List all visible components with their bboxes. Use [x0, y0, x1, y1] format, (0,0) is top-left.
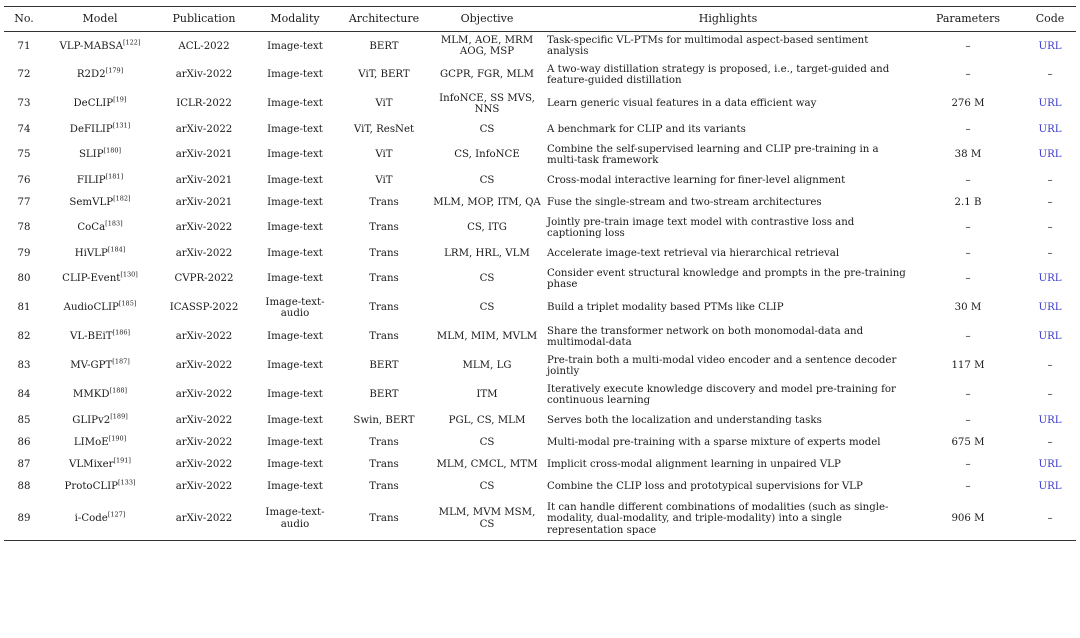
cell-objective: MLM, CMCL, MTM	[436, 458, 538, 470]
cell-modality: Image-text	[267, 480, 323, 492]
table-row	[4, 432, 1076, 454]
cell-publication: arXiv-2022	[175, 360, 233, 372]
table-row	[4, 192, 1076, 214]
citation-ref: [191]	[113, 456, 131, 465]
cell-modality: Image-text	[267, 414, 323, 426]
cell-no: 88	[17, 480, 31, 492]
citation-ref: [189]	[110, 412, 128, 421]
citation-ref: [127]	[107, 510, 126, 519]
cell-publication: arXiv-2022	[175, 69, 233, 81]
cell-architecture: Trans	[338, 498, 430, 541]
code-url-link[interactable]: URL	[1038, 302, 1062, 314]
cell-modality: Image-text-audio	[252, 498, 338, 541]
cell-publication: arXiv-2022	[175, 389, 233, 401]
cell-parameters: 675 M	[951, 436, 985, 448]
citation-ref: [131]	[112, 121, 131, 130]
cell-highlights: Pre-train both a multi-modal video encoder and a sentence decoder jointly	[547, 354, 897, 377]
model-name: ProtoCLIP	[64, 480, 119, 492]
model-name: R2D2	[76, 69, 106, 81]
cell-modality: Image-text	[267, 247, 323, 259]
cell-parameters: –	[965, 331, 971, 343]
model-name: DeCLIP	[73, 98, 114, 110]
cell-architecture: ViT, BERT	[358, 69, 410, 81]
cell-no: 76	[17, 174, 31, 186]
cell-model	[44, 32, 156, 61]
citation-ref: [188]	[109, 386, 128, 395]
cell-highlights: Consider event structural knowledge and prompts in the pre-training phase	[547, 267, 906, 290]
cell-publication: arXiv-2022	[175, 458, 233, 470]
cell-publication: arXiv-2022	[175, 247, 233, 259]
cell-parameters: –	[965, 414, 971, 426]
cell-highlights: Multi-modal pre-training with a sparse mixture of experts model	[547, 436, 881, 448]
cell-modality: Image-text	[267, 436, 323, 448]
cell-highlights: Serves both the localization and understanding tasks	[547, 414, 822, 426]
cell-highlights: Build a triplet modality based PTMs like CLIP	[547, 302, 784, 314]
table-row	[4, 294, 1076, 323]
col-header-objective: Objective	[430, 7, 544, 32]
cell-code: –	[1047, 174, 1053, 186]
model-name: FILIP	[76, 174, 106, 186]
cell-highlights: Combine the CLIP loss and prototypical supervisions for VLP	[547, 480, 863, 492]
cell-objective: InfoNCE, SS MVS, NNS	[439, 92, 535, 115]
cell-highlights: Learn generic visual features in a data efficient way	[547, 98, 817, 110]
cell-parameters: –	[965, 123, 971, 135]
citation-ref: [190]	[108, 434, 127, 443]
cell-highlights: A benchmark for CLIP and its variants	[547, 123, 746, 135]
code-url-link[interactable]: URL	[1038, 123, 1062, 135]
citation-ref: [122]	[123, 38, 141, 47]
cell-highlights: Combine the self-supervised learning and CLIP pre-training in a multi-task framework	[547, 143, 879, 166]
cell-publication: arXiv-2022	[175, 414, 233, 426]
col-header-model: Model	[44, 7, 156, 32]
cell-architecture: Trans	[369, 196, 399, 208]
cell-modality: Image-text	[267, 331, 323, 343]
cell-architecture: ViT	[375, 174, 393, 186]
cell-modality: Image-text	[267, 389, 323, 401]
cell-highlights: Accelerate image-text retrieval via hierarchical retrieval	[547, 247, 840, 259]
code-url-link[interactable]: URL	[1038, 414, 1062, 426]
cell-highlights: A two-way distillation strategy is proposed, i.e., target-guided and feature-guided distillation	[547, 63, 890, 86]
cell-objective: LRM, HRL, VLM	[444, 247, 530, 259]
cell-objective: CS, ITG	[467, 222, 507, 234]
table-row	[4, 141, 1076, 170]
cell-architecture: Trans	[369, 480, 399, 492]
model-name: VLP-MABSA	[59, 40, 123, 52]
cell-publication: CVPR-2022	[174, 273, 234, 285]
cell-objective: MLM, AOE, MRM AOG, MSP	[440, 34, 534, 58]
cell-publication: arXiv-2022	[175, 331, 233, 343]
cell-parameters: –	[965, 174, 971, 186]
cell-highlights: Task-specific VL-PTMs for multimodal aspect-based sentiment analysis	[547, 34, 869, 58]
cell-code: –	[1047, 196, 1053, 208]
cell-no: 72	[17, 69, 31, 81]
cell-parameters: –	[965, 222, 971, 234]
cell-no: 89	[4, 498, 44, 541]
table-row	[4, 454, 1076, 476]
citation-ref: [181]	[105, 172, 124, 181]
cell-model	[44, 243, 156, 265]
cell-model	[44, 90, 156, 119]
cell-highlights: Iteratively execute knowledge discovery and model pre-training for continuous learning	[547, 383, 896, 406]
cell-architecture: ViT	[375, 98, 393, 110]
table-row	[4, 381, 1076, 410]
cell-model	[44, 454, 156, 476]
cell-publication: arXiv-2022	[156, 498, 252, 541]
cell-model	[44, 352, 156, 381]
cell-objective: PGL, CS, MLM	[448, 414, 526, 426]
cell-objective: CS	[479, 174, 495, 186]
table-row	[4, 265, 1076, 294]
cell-code: –	[1024, 498, 1076, 541]
model-name: SLIP	[78, 149, 104, 161]
cell-architecture: Trans	[369, 302, 399, 314]
model-name: VL-BEiT	[69, 331, 113, 343]
cell-modality: Image-text	[267, 149, 323, 161]
cell-publication: ICASSP-2022	[169, 302, 239, 314]
cell-model	[44, 170, 156, 192]
cell-parameters: 2.1 B	[954, 196, 982, 208]
cell-model	[44, 265, 156, 294]
cell-no: 78	[17, 222, 31, 234]
cell-architecture: Trans	[369, 436, 399, 448]
cell-parameters: 906 M	[912, 498, 1024, 541]
table-row	[4, 410, 1076, 432]
cell-highlights: Share the transformer network on both monomodal-data and multimodal-data	[547, 325, 864, 348]
cell-code: –	[1047, 360, 1053, 372]
cell-code: –	[1047, 247, 1053, 259]
col-header-highlights: Highlights	[544, 7, 912, 32]
cell-model	[44, 323, 156, 352]
cell-no: 77	[17, 196, 31, 208]
table-row	[4, 352, 1076, 381]
cell-parameters: –	[965, 480, 971, 492]
model-name: LIMoE	[73, 436, 109, 448]
cell-modality: Image-text	[267, 98, 323, 110]
table-row	[4, 498, 1076, 541]
cell-modality: Image-text	[267, 40, 323, 52]
col-header-no: No.	[4, 7, 44, 32]
cell-modality: Image-text	[267, 222, 323, 234]
cell-model	[44, 61, 156, 90]
cell-no: 73	[17, 98, 31, 110]
cell-architecture: Trans	[369, 458, 399, 470]
cell-publication: arXiv-2022	[175, 480, 233, 492]
cell-architecture: ViT, ResNet	[353, 123, 415, 135]
table-body	[4, 32, 1076, 541]
cell-model	[44, 410, 156, 432]
cell-objective: MLM, LG	[462, 360, 512, 372]
model-name: DeFILIP	[69, 123, 113, 135]
citation-ref: [187]	[112, 357, 130, 366]
cell-objective: CS	[479, 302, 495, 314]
code-url-link[interactable]: URL	[1038, 331, 1062, 343]
cell-parameters: 30 M	[954, 302, 982, 314]
table-row	[4, 323, 1076, 352]
model-name: HiVLP	[74, 247, 108, 259]
header-row	[4, 7, 1076, 32]
cell-highlights: It can handle different combinations of modalities (such as single-modality, dual-modality, and triple-modality) into a single representation space	[544, 498, 912, 541]
citation-ref: [185]	[118, 299, 137, 308]
cell-objective: CS	[479, 480, 495, 492]
cell-model	[44, 192, 156, 214]
citation-ref: [130]	[120, 270, 138, 279]
cell-objective: MLM, MOP, ITM, QA	[433, 196, 541, 208]
col-header-code: Code	[1024, 7, 1076, 32]
cell-modality: Image-text	[267, 273, 323, 285]
cell-publication: ICLR-2022	[176, 98, 232, 110]
cell-objective: CS	[479, 123, 495, 135]
cell-modality: Image-text-audio	[265, 296, 325, 319]
model-name: SemVLP	[69, 196, 114, 208]
cell-model	[44, 294, 156, 323]
cell-parameters: 276 M	[951, 98, 985, 110]
table-row	[4, 119, 1076, 141]
cell-highlights: Fuse the single-stream and two-stream architectures	[547, 196, 822, 208]
cell-architecture: Swin, BERT	[353, 414, 415, 426]
cell-publication: arXiv-2021	[175, 149, 233, 161]
cell-model	[44, 214, 156, 243]
cell-parameters: –	[965, 69, 971, 81]
cell-code: –	[1047, 222, 1053, 234]
code-url-link[interactable]: URL	[1038, 273, 1062, 285]
col-header-architecture: Architecture	[338, 7, 430, 32]
cell-no: 80	[17, 273, 31, 285]
col-header-publication: Publication	[156, 7, 252, 32]
cell-modality: Image-text	[267, 458, 323, 470]
cell-code: –	[1047, 389, 1053, 401]
cell-publication: arXiv-2021	[175, 174, 233, 186]
cell-no: 75	[17, 149, 31, 161]
cell-no: 85	[17, 414, 31, 426]
models-table	[4, 6, 1076, 541]
cell-architecture: BERT	[369, 360, 399, 372]
cell-highlights: Cross-modal interactive learning for finer-level alignment	[547, 174, 846, 186]
cell-modality: Image-text	[267, 174, 323, 186]
cell-publication: arXiv-2021	[175, 196, 233, 208]
table-row	[4, 243, 1076, 265]
cell-architecture: Trans	[369, 222, 399, 234]
cell-no: 71	[17, 40, 31, 52]
code-url-link[interactable]: URL	[1038, 40, 1062, 52]
cell-parameters: –	[965, 40, 971, 52]
citation-ref: [179]	[105, 66, 124, 75]
table-row	[4, 476, 1076, 498]
model-name: VLMixer	[69, 458, 114, 470]
cell-no: 83	[17, 360, 31, 372]
cell-modality: Image-text	[267, 69, 323, 81]
cell-no: 81	[17, 302, 31, 314]
cell-model	[44, 498, 156, 541]
cell-parameters: –	[965, 273, 971, 285]
cell-architecture: Trans	[369, 331, 399, 343]
model-name: AudioCLIP	[63, 302, 119, 314]
cell-code: –	[1047, 436, 1053, 448]
table-row	[4, 32, 1076, 61]
cell-modality: Image-text	[267, 123, 323, 135]
cell-modality: Image-text	[267, 360, 323, 372]
table-row	[4, 214, 1076, 243]
cell-no: 74	[17, 123, 31, 135]
cell-no: 79	[17, 247, 31, 259]
cell-objective: CS	[479, 273, 495, 285]
citation-ref: [180]	[103, 146, 122, 155]
code-url-link[interactable]: URL	[1038, 480, 1062, 492]
cell-highlights: Jointly pre-train image text model with contrastive loss and captioning loss	[547, 216, 855, 239]
model-name: i-Code	[74, 513, 108, 524]
cell-objective: MLM, MIM, MVLM	[436, 331, 538, 343]
citation-ref: [184]	[107, 245, 126, 254]
cell-objective: GCPR, FGR, MLM	[440, 69, 534, 81]
table-row	[4, 61, 1076, 90]
cell-architecture: BERT	[369, 40, 399, 52]
citation-ref: [133]	[118, 478, 136, 487]
cell-objective: ITM	[476, 389, 498, 401]
code-url-link[interactable]: URL	[1038, 458, 1062, 470]
col-header-parameters: Parameters	[912, 7, 1024, 32]
cell-publication: arXiv-2022	[175, 123, 233, 135]
cell-architecture: BERT	[369, 389, 399, 401]
cell-model	[44, 476, 156, 498]
model-name: CoCa	[77, 222, 106, 234]
cell-publication: ACL-2022	[178, 40, 230, 52]
citation-ref: [186]	[112, 328, 131, 337]
model-name: GLIPv2	[72, 414, 111, 426]
cell-publication: arXiv-2022	[175, 222, 233, 234]
cell-modality: Image-text	[267, 196, 323, 208]
cell-objective: CS, InfoNCE	[454, 149, 520, 161]
cell-code: –	[1047, 69, 1053, 81]
cell-architecture: Trans	[369, 247, 399, 259]
cell-parameters: –	[965, 458, 971, 470]
cell-model	[44, 119, 156, 141]
col-header-modality: Modality	[252, 7, 338, 32]
cell-objective: CS	[479, 436, 495, 448]
citation-ref: [183]	[105, 219, 123, 228]
cell-parameters: –	[965, 389, 971, 401]
model-name: CLIP-Event	[62, 273, 121, 285]
citation-ref: [182]	[113, 194, 131, 203]
cell-model	[44, 381, 156, 410]
code-url-link[interactable]: URL	[1038, 149, 1062, 161]
cell-parameters: –	[965, 247, 971, 259]
cell-objective: MLM, MVM MSM, CS	[430, 498, 544, 541]
model-name: MV-GPT	[70, 360, 113, 372]
code-url-link[interactable]: URL	[1038, 98, 1062, 110]
cell-parameters: 117 M	[951, 360, 985, 372]
cell-no: 82	[17, 331, 31, 343]
cell-no: 86	[17, 436, 31, 448]
model-name: MMKD	[72, 389, 110, 401]
cell-no: 87	[17, 458, 31, 470]
table-row	[4, 170, 1076, 192]
table-row	[4, 90, 1076, 119]
cell-model	[44, 432, 156, 454]
cell-parameters: 38 M	[954, 149, 982, 161]
cell-architecture: Trans	[369, 273, 399, 285]
cell-publication: arXiv-2022	[175, 436, 233, 448]
citation-ref: [19]	[113, 95, 127, 104]
cell-model	[44, 141, 156, 170]
cell-no: 84	[17, 389, 31, 401]
cell-highlights: Implicit cross-modal alignment learning in unpaired VLP	[547, 458, 841, 470]
cell-architecture: ViT	[375, 149, 393, 161]
